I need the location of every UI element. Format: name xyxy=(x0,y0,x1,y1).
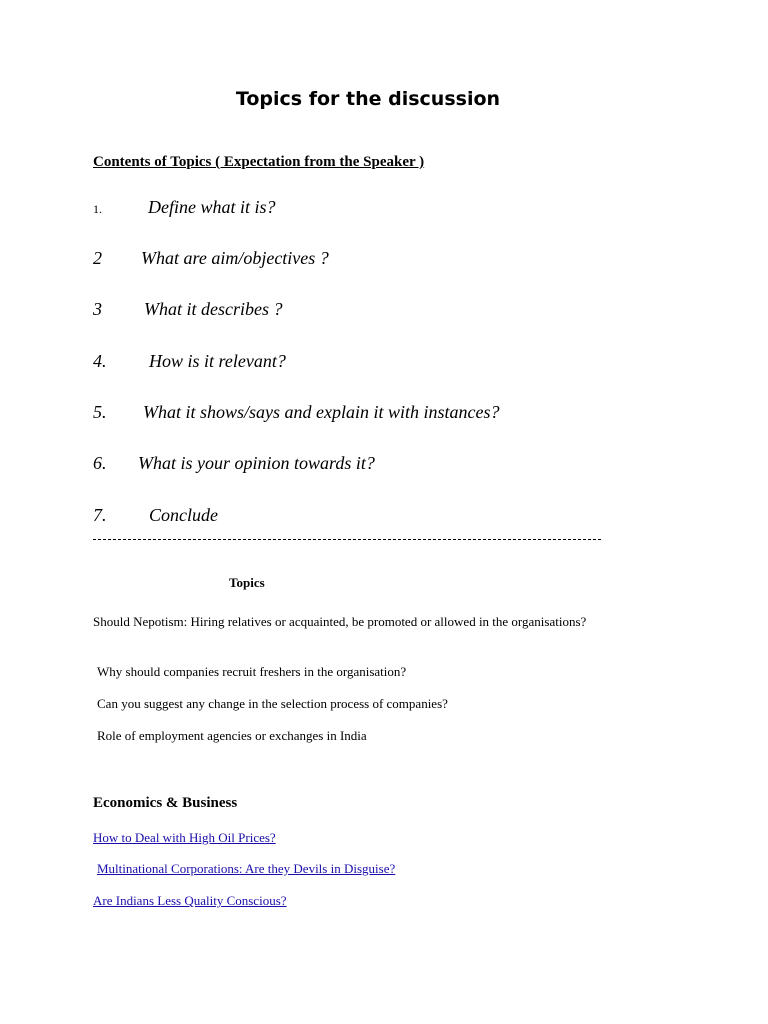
topic-paragraph: Why should companies recruit freshers in the organisation? xyxy=(97,664,407,679)
dashed-divider xyxy=(93,539,601,540)
list-item-text: Define what it is? xyxy=(148,197,276,217)
link-high-oil-prices[interactable]: How to Deal with High Oil Prices? xyxy=(93,830,276,845)
topic-paragraph: Can you suggest any change in the selection process of companies? xyxy=(97,696,448,711)
list-item-number: 2 xyxy=(93,248,102,268)
list-item-text: How is it relevant? xyxy=(149,351,286,371)
list-item-number: 4. xyxy=(93,351,107,371)
list-item-text: What it shows/says and explain it with instances? xyxy=(143,402,500,422)
topics-heading: Topics xyxy=(229,575,265,590)
topic-paragraph: Should Nepotism: Hiring relatives or acquainted, be promoted or allowed in the organisations? xyxy=(93,614,587,629)
list-item-text: Conclude xyxy=(149,505,218,525)
section-heading-economics: Economics & Business xyxy=(93,795,238,811)
page-title: Topics for the discussion xyxy=(235,88,501,110)
list-item-text: What is your opinion towards it? xyxy=(138,453,375,473)
link-multinational-corporations[interactable]: Multinational Corporations: Are they Devils in Disguise? xyxy=(97,861,396,876)
list-item-number: 1. xyxy=(93,202,102,216)
list-item-number: 6. xyxy=(93,453,107,473)
list-item-number: 3 xyxy=(93,299,102,319)
contents-subheading: Contents of Topics ( Expectation from the Speaker ) xyxy=(93,154,425,170)
list-item-number: 7. xyxy=(93,505,107,525)
list-item-text: What it describes ? xyxy=(144,299,283,319)
link-indians-quality-conscious[interactable]: Are Indians Less Quality Conscious? xyxy=(93,893,287,908)
list-item-text: What are aim/objectives ? xyxy=(141,248,329,268)
topic-paragraph: Role of employment agencies or exchanges in India xyxy=(97,728,367,743)
list-item-number: 5. xyxy=(93,402,107,422)
